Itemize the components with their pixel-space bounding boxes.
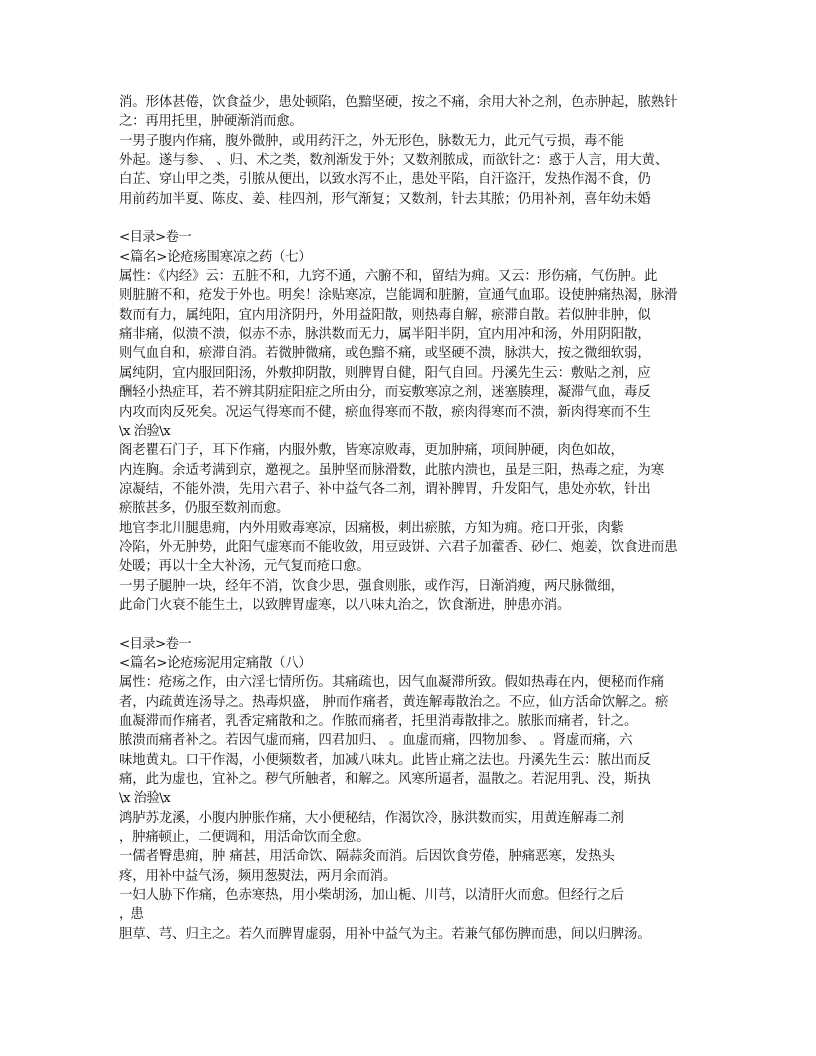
- text-line: <篇名>论疮疡围寒凉之药（七）: [119, 249, 312, 265]
- text-line: 内攻而肉反死矣。况运气得寒而不健，瘀血得寒而不散，瘀肉得寒而不溃，新肉得寒而不生: [119, 404, 651, 420]
- text-line: 瘀脓甚多，仍服至数剂而愈。: [119, 501, 290, 517]
- text-line: 一男子腹内作痛，腹外微肿，或用药汗之，外无形色，脉数无力，此元气亏损，毒不能: [119, 133, 624, 149]
- text-line: 则气血自和，瘀滞自消。若微肿微痛，或色黯不痛，或坚硬不溃，脉洪大，按之微细软弱，: [119, 346, 651, 362]
- text-line: 数而有力，属纯阳，宜内用济阴丹，外用益阳散，则热毒自解，瘀滞自散。若似肿非肿，似: [119, 307, 651, 323]
- text-line: <目录>卷一: [119, 636, 192, 652]
- text-line: 疼，用补中益气汤，频用葱熨法，两月余而消。: [119, 868, 397, 884]
- text-line: 此命门火衰不能生土，以致脾胃虚寒，以八味丸治之，饮食渐进，肿患亦消。: [119, 597, 571, 613]
- text-line: 消。形体甚倦，饮食益少，患处顿陷，色黯坚硬，按之不痛，余用大补之剂，色赤肿起，脓熟针: [119, 95, 678, 110]
- text-line: \x 治验\x: [119, 423, 171, 439]
- text-line: \x 治验\x: [119, 791, 171, 807]
- text-line: 酬轻小热症耳，若不辨其阴症阳症之所由分，而妄敷寒凉之剂，迷塞腠理，凝滞气血，毒反: [119, 385, 651, 401]
- text-line: <目录>卷一: [119, 230, 192, 246]
- text-line: 者，内疏黄连汤导之。热毒炽盛， 肿而作痛者，黄连解毒散治之。不应，仙方活命饮解之。瘀: [119, 694, 669, 710]
- text-line: 痛非痛，似溃不溃，似赤不赤，脉洪数而无力，属半阳半阴，宜内用冲和汤，外用阴阳散，: [119, 327, 651, 343]
- text-line: 脓溃而痛者补之。若因气虚而痛，四君加归、 。血虚而痛，四物加参、 。肾虚而痛，六: [119, 733, 633, 749]
- text-line: 鸿胪苏龙溪，小腹内肿胀作痛，大小便秘结，作渴饮冷，脉洪数而实，用黄连解毒二剂: [119, 810, 624, 826]
- text-line: 阁老瞿石门子，耳下作痛，内服外敷，皆寒凉败毒，更加肿痛，项间肿硬，肉色如故，: [119, 443, 624, 459]
- text-line: ，肿痛顿止，二便调和，用活命饮而全愈。: [119, 830, 370, 846]
- text-line: 用前药加半夏、陈皮、姜、桂四剂，形气渐复；又数剂，针去其脓；仍用补剂，喜年幼未婚: [119, 191, 651, 207]
- text-line: 则脏腑不和，疮发于外也。明矣！涂贴寒凉，岂能调和脏腑，宣通气血耶。设使肿痛热渴，脉滑: [119, 288, 678, 304]
- paragraph-gap: [119, 615, 699, 634]
- paragraph-gap: [119, 209, 699, 228]
- text-line: 属性：疮疡之作，由六淫七情所伤。其痛疏也，因气血凝滞所致。假如热毒在内，便秘而作痛: [119, 675, 665, 691]
- text-line: 处暖；再以十全大补汤，元气复而疮口愈。: [119, 559, 370, 575]
- text-line: 冷陷，外无肿势，此阳气虚寒而不能收敛，用豆豉饼、六君子加藿香、砂仁、炮姜，饮食进而患: [119, 539, 678, 555]
- text-line: <篇名>论疮疡泥用定痛散（八）: [119, 655, 312, 671]
- text-line: 之：再用托里，肿硬渐消而愈。: [119, 114, 303, 130]
- text-line: 属性：《内经》云：五脏不和，九窍不通，六腑不和，留结为痈。又云：形伤痛，气伤肿。此: [119, 269, 658, 285]
- text-line: 凉凝结，不能外溃，先用六君子、补中益气各二剂，谓补脾胃，升发阳气，患处亦软，针出: [119, 481, 651, 497]
- document-page: [119, 93, 699, 944]
- text-line: 一妇人胁下作痛，色赤寒热，用小柴胡汤，加山栀、川芎，以清肝火而愈。但经行之后: [119, 888, 624, 904]
- text-line: 地官李北川腿患痈，内外用败毒寒凉，因痛极，刺出瘀脓，方知为痈。疮口开张，肉紫: [119, 520, 624, 536]
- text-line: 痛，此为虚也，宜补之。秽气所触者，和解之。风寒所逼者，温散之。若泥用乳、没，斯执: [119, 772, 651, 788]
- text-line: 一男子腿肿一块，经年不消，饮食少思，强食则胀，或作泻，日渐消瘦，两尺脉微细，: [119, 578, 624, 594]
- text-line: 内连胸。余适考满到京，邀视之。虽肿坚而脉滑数，此脓内溃也，虽是三阳，热毒之症，为寒: [119, 462, 665, 478]
- text-line: 外起。遂与参、 、归、术之类，数剂渐发于外；又数剂脓成，而欲针之：惑于人言，用大黄、: [119, 153, 669, 169]
- text-line: 味地黄丸。口干作渴，小便频数者，加减八味丸。此皆止痛之法也。丹溪先生云：脓出而反: [119, 752, 651, 768]
- text-line: 一儒者臀患痈，肿 痛甚，用活命饮、隔蒜灸而消。后因饮食劳倦，肿痛恶寒，发热头: [119, 849, 615, 865]
- text-line: ，患: [119, 907, 142, 923]
- text-line: 胆草、芎、归主之。若久而脾胃虚弱，用补中益气为主。若兼气郁伤脾而患，间以归脾汤。: [119, 926, 651, 942]
- text-line: 属纯阴，宜内服回阳汤，外敷抑阴散，则脾胃自健，阳气自回。丹溪先生云：敷贴之剂，应: [119, 365, 651, 381]
- text-line: 白芷、穿山甲之类，引脓从便出，以致水泻不止，患处平陷，自汗盗汗，发热作渴不食，仍: [119, 172, 651, 188]
- text-line: 血凝滞而作痛者，乳香定痛散和之。作脓而痛者，托里消毒散排之。脓胀而痛者，针之。: [119, 714, 638, 729]
